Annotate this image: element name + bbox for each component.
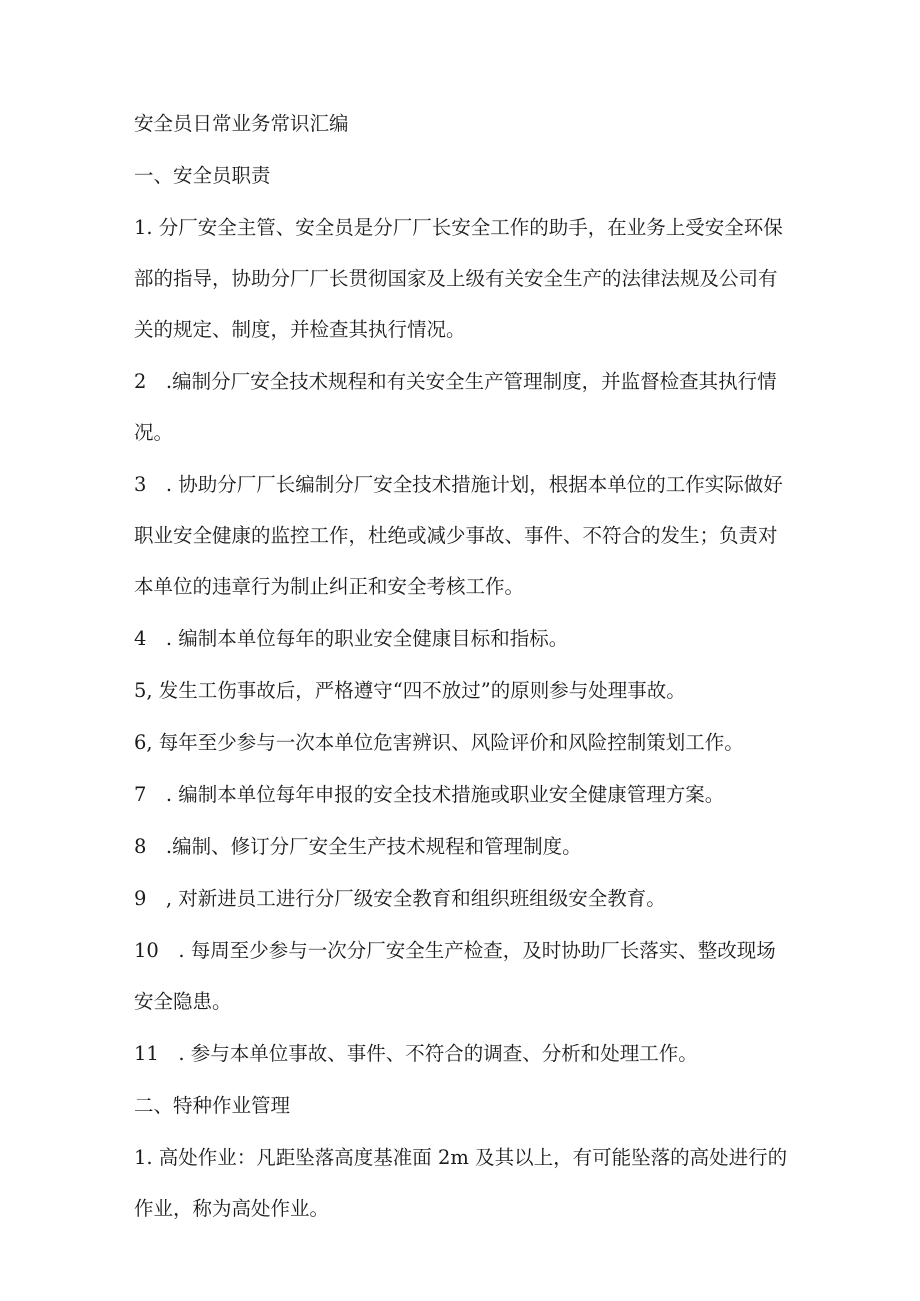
duty-item-1: 1. 分厂安全主管、安全员是分厂厂长安全工作的助手，在业务上受安全环保 部的指导，协助分厂厂长贯彻国家及上级有关安全生产的法律法规及公司有 关的规定、制度，并检查其执行情况。 (134, 216, 783, 341)
section-heading-duties: 一、安全员职责 (134, 164, 271, 187)
duty-item-7: 7 . 编制本单位每年申报的安全技术措施或职业安全健康管理方案。 (134, 783, 725, 806)
duty-item-11: 11 . 参与本单位事故、事件、不符合的调查、分析和处理工作。 (134, 1042, 698, 1065)
duty-item-6: 6, 每年至少参与一次本单位危害辨识、风险评价和风险控制策划工作。 (134, 731, 744, 754)
document-title: 安全员日常业务常识汇编 (134, 112, 349, 135)
duty-item-4: 4 . 编制本单位每年的职业安全健康目标和指标。 (134, 627, 569, 650)
duty-item-10: 10 . 每周至少参与一次分厂安全生产检查，及时协助厂长落实、整改现场 安全隐患。 (134, 939, 776, 1013)
special-work-item-1: 1. 高处作业：凡距坠落高度基准面 2m 及其以上，有可能坠落的高处进行的 作业，称为高处作业。 (134, 1146, 788, 1220)
duty-item-2: 2 .编制分厂安全技术规程和有关安全生产管理制度，并监督检查其执行情 况。 (134, 370, 777, 444)
duty-item-8: 8 .编制、修订分厂安全生产技术规程和管理制度。 (134, 835, 582, 858)
document-body (134, 110, 794, 1247)
duty-item-9: 9 , 对新进员工进行分厂级安全教育和组织班组级安全教育。 (134, 887, 666, 910)
duty-item-3: 3 . 协助分厂厂长编制分厂安全技术措施计划，根据本单位的工作实际做好 职业安全健康的监控工作，杜绝或减少事故、事件、不符合的发生；负责对 本单位的违章行为制止纠正和安全考核工作。 (134, 473, 783, 598)
section-heading-special-work: 二、特种作业管理 (134, 1094, 291, 1117)
duty-item-5: 5, 发生工伤事故后，严格遵守“四不放过”的原则参与处理事故。 (134, 679, 686, 702)
